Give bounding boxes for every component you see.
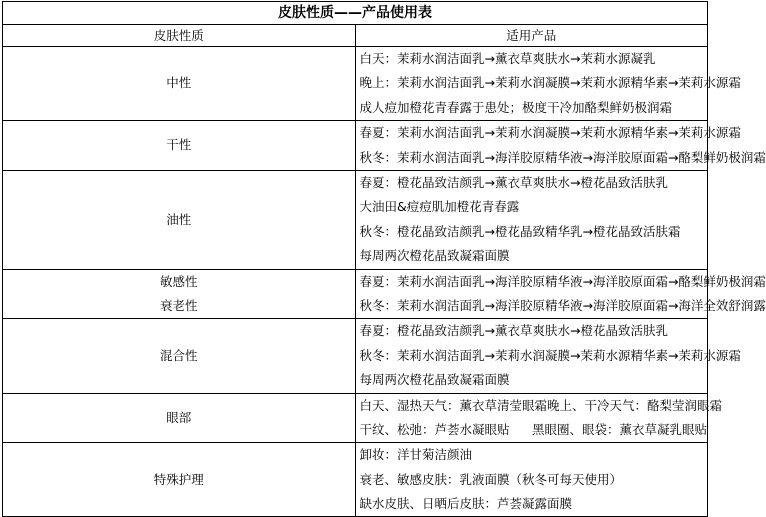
product-line: 大油田&痘痘肌加橙花青春露 [359, 199, 520, 215]
product-item: 晚上、干冷天气：酪梨莹润眼霜 [547, 397, 723, 413]
products-combination [355, 319, 741, 393]
product-line: 秋冬：茉莉水润洁面乳→海洋胶原精华液→海洋胶原面霜→海洋全效舒润露 [359, 297, 766, 313]
skin-type-eye: 眼部 [3, 393, 356, 443]
product-line: 晚上：茉莉水润洁面乳→茉莉水润凝膜→茉莉水源精华素→茉莉水源霜 [359, 75, 741, 91]
skin-type-combination: 混合性 [3, 319, 356, 393]
product-item: 白天、湿热天气：薰衣草清莹眼霜 [359, 397, 548, 413]
product-line: 春夏：橙花晶致洁颜乳→薰衣草爽肤水→橙花晶致活肤乳 [359, 323, 668, 339]
products-neutral [355, 47, 741, 121]
product-line: 卸妆：洋甘菊洁颜油 [359, 447, 473, 463]
skin-type-neutral: 中性 [3, 47, 356, 121]
product-line: 春夏：茉莉水润洁面乳→茉莉水润凝膜→茉莉水源精华素→茉莉水源霜 [359, 125, 741, 141]
product-line [359, 394, 723, 418]
product-item: 干纹、松弛：芦荟水凝眼贴 [359, 421, 510, 437]
product-line: 每周两次橙花晶致凝霜面膜 [359, 248, 510, 264]
table-row [3, 170, 708, 269]
products-special [355, 443, 708, 517]
product-line: 春夏：茉莉水润洁面乳→海洋胶原精华液→海洋胶原面霜→酪梨鲜奶极润霜 [359, 273, 766, 289]
skin-type-sensitive [3, 269, 356, 319]
table-row [3, 269, 708, 319]
product-line: 每周两次橙花晶致凝霜面膜 [359, 372, 510, 388]
skin-type-oily: 油性 [3, 170, 356, 269]
table-title: 皮肤性质——产品使用表 [3, 2, 708, 25]
skin-product-table [2, 1, 766, 517]
skin-type-dry: 干性 [3, 121, 356, 171]
product-line: 秋冬：茉莉水润洁面乳→海洋胶原精华液→海洋胶原面霜→酪梨鲜奶极润霜 [359, 149, 766, 165]
product-line: 春夏：橙花晶致洁颜乳→薰衣草爽肤水→橙花晶致活肤乳 [359, 174, 668, 190]
products-eye [355, 393, 723, 443]
table-row [3, 47, 708, 121]
product-line: 缺水皮肤、日晒后皮肤：芦荟凝露面膜 [359, 496, 573, 512]
product-line: 秋冬：茉莉水润洁面乳→茉莉水润凝膜→茉莉水源精华素→茉莉水源霜 [359, 347, 741, 363]
product-line [360, 418, 708, 442]
table-row [3, 319, 708, 393]
product-line: 秋冬：橙花晶致洁颜乳→橙花晶致精华乳→橙花晶致活肤霜 [359, 223, 681, 239]
table-row [3, 121, 708, 171]
header-skin-type: 皮肤性质 [3, 25, 356, 47]
product-line: 衰老、敏感皮肤：乳液面膜（秋冬可每天使用） [359, 471, 623, 487]
table-row [3, 393, 708, 443]
product-line: 成人痘加橙花青春露于患处；极度干冷加酪梨鲜奶极润霜 [359, 99, 673, 115]
header-products: 适用产品 [355, 25, 708, 47]
product-line: 白天：茉莉水润洁面乳→薰衣草爽肤水→茉莉水源凝乳 [359, 51, 656, 66]
skin-type-label: 敏感性 [159, 273, 198, 289]
skin-type-label: 衰老性 [159, 297, 198, 313]
products-dry [355, 121, 766, 171]
product-item: 黑眼圈、眼袋：薰衣草凝乳眼贴 [531, 421, 707, 437]
skin-type-special: 特殊护理 [3, 443, 356, 517]
products-sensitive [355, 269, 766, 319]
table-row [3, 443, 708, 517]
products-oily [355, 170, 708, 269]
